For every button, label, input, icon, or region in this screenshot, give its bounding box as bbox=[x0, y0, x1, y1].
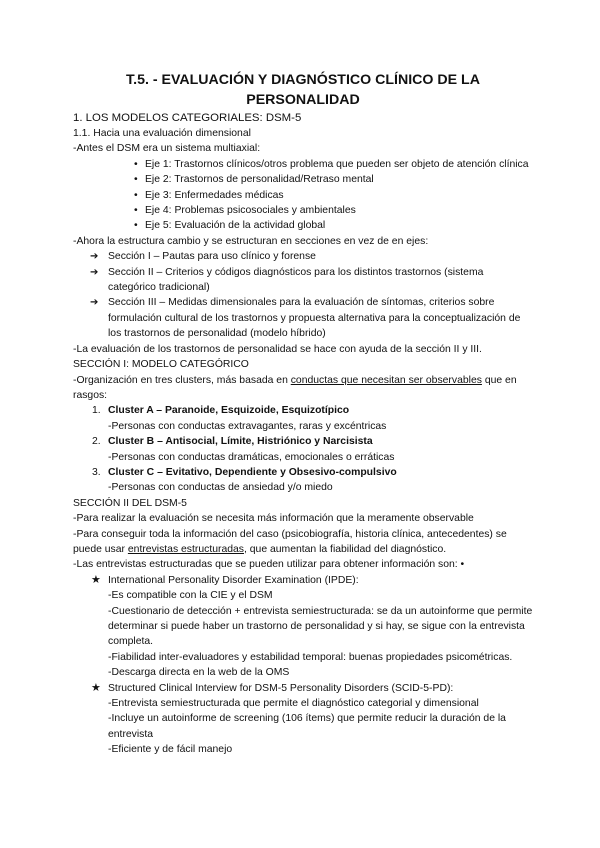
list-item-text: Sección II – Criterios y códigos diagnósticos para los distintos trastornos (sistema categórico tradicional) bbox=[108, 266, 484, 294]
list-number: 3. bbox=[92, 466, 101, 478]
list-item: • Eje 1: Trastornos clínicos/otros problema que pueden ser objeto de atención clínica bbox=[73, 157, 533, 172]
interviews-list bbox=[73, 573, 533, 758]
subheading-evaluacion-dimensional: 1.1. Hacia una evaluación dimensional bbox=[73, 128, 251, 139]
arrow-icon: ➔ bbox=[90, 266, 99, 278]
list-item: • Eje 2: Trastornos de personalidad/Retraso mental bbox=[73, 172, 533, 187]
interview-point: -Es compatible con la CIE y el DSM bbox=[108, 590, 273, 602]
interview-point: -Eficiente y de fácil manejo bbox=[108, 744, 233, 756]
list-item-text: Sección I – Pautas para uso clínico y forense bbox=[108, 251, 316, 263]
cluster-desc: -Personas con conductas extravagantes, raras y excéntricas bbox=[108, 420, 387, 432]
list-item bbox=[73, 573, 533, 681]
section-heading-modelos: 1. LOS MODELOS CATEGORIALES: DSM-5 bbox=[73, 112, 302, 124]
document-title: T.5. - EVALUACIÓN Y DIAGNÓSTICO CLÍNICO DE LA PERSONALIDAD bbox=[126, 72, 480, 108]
seccion1-heading: SECCIÓN I: MODELO CATEGÓRICO bbox=[73, 359, 249, 371]
list-item: • Eje 4: Problemas psicosociales y ambientales bbox=[73, 203, 533, 218]
list-item bbox=[73, 681, 533, 758]
evaluacion-note: -La evaluación de los trastornos de personalidad se hace con ayuda de la sección II y III. bbox=[73, 343, 482, 355]
list-item bbox=[73, 249, 533, 264]
para2-post: , que aumentan la fiabilidad del diagnóstico. bbox=[243, 543, 447, 555]
cluster-title: Cluster B – Antisocial, Límite, Histriónico y Narcisista bbox=[108, 436, 373, 448]
arrow-icon: ➔ bbox=[90, 297, 99, 309]
organizacion-text bbox=[73, 373, 533, 404]
list-item bbox=[73, 403, 533, 434]
list-number: 1. bbox=[92, 405, 101, 417]
seccion2-heading: SECCIÓN II DEL DSM-5 bbox=[73, 497, 187, 509]
list-item bbox=[73, 295, 533, 341]
ahora-text: -Ahora la estructura cambio y se estructuran en secciones en vez de en ejes: bbox=[73, 235, 429, 247]
list-number: 2. bbox=[92, 436, 101, 448]
interview-point: -Incluye un autoinforme de screening (106 ítems) que permite reducir la duración de la entrevista bbox=[108, 713, 506, 740]
cluster-desc: -Personas con conductas de ansiedad y/o miedo bbox=[108, 482, 333, 494]
interview-name: Structured Clinical Interview for DSM-5 Personality Disorders (SCID-5-PD): bbox=[108, 682, 454, 694]
antes-text: -Antes el DSM era un sistema multiaxial: bbox=[73, 143, 261, 155]
list-item: • Eje 5: Evaluación de la actividad global bbox=[73, 218, 533, 233]
organizacion-post: que en rasgos: bbox=[73, 374, 517, 401]
list-item-text: Sección III – Medidas dimensionales para la evaluación de síntomas, criterios sobre formulación cultural de los trastornos y propuesta alternativa para la conceptualización de los trastornos de personalidad (modelo híbrido) bbox=[108, 297, 521, 340]
cluster-desc: -Personas con conductas dramáticas, emocionales o erráticas bbox=[108, 451, 395, 463]
interview-point: -Entrevista semiestructurada que permite el diagnóstico categorial y dimensional bbox=[108, 698, 479, 710]
organizacion-underlined: conductas que necesitan ser observables bbox=[290, 374, 482, 386]
star-icon: ★ bbox=[91, 681, 101, 694]
clusters-list bbox=[73, 403, 533, 495]
para1-text: -Para realizar la evaluación se necesita más información que la meramente observable bbox=[73, 513, 474, 525]
cluster-title: Cluster C – Evitativo, Dependiente y Obsesivo-compulsivo bbox=[108, 466, 397, 478]
para2-pre: -Para conseguir toda la información del caso (psicobiografía, historia clínica, antecedentes) se puede usar bbox=[73, 528, 507, 555]
interview-point: -Descarga directa en la web de la OMS bbox=[108, 667, 290, 679]
list-item bbox=[73, 265, 533, 296]
las-entrevistas-text: -Las entrevistas estructuradas que se pueden utilizar para obtener información son: • bbox=[73, 559, 465, 571]
list-item bbox=[73, 465, 533, 496]
organizacion-pre: -Organización en tres clusters, más basada en bbox=[73, 374, 291, 386]
list-item: • Eje 3: Enfermedades médicas bbox=[73, 188, 533, 203]
arrow-icon: ➔ bbox=[90, 251, 99, 263]
ejes-list bbox=[73, 157, 533, 234]
secciones-list bbox=[73, 249, 533, 341]
interview-point: -Fiabilidad inter-evaluadores y estabilidad temporal: buenas propiedades psicométricas. bbox=[108, 651, 513, 663]
cluster-title: Cluster A – Paranoide, Esquizoide, Esquizotípico bbox=[108, 405, 350, 417]
interview-point: -Cuestionario de detección + entrevista semiestructurada: se da un autoinforme que permite determinar si puede haber un trastorno de personalidad y si hay, se sigue con la entrevista completa. bbox=[108, 605, 533, 648]
interview-name: International Personality Disorder Examination (IPDE): bbox=[108, 574, 359, 586]
para2-underlined: entrevistas estructuradas bbox=[127, 543, 244, 555]
para2-text bbox=[73, 527, 533, 558]
star-icon: ★ bbox=[91, 573, 101, 586]
list-item bbox=[73, 434, 533, 465]
document-page bbox=[73, 70, 533, 758]
